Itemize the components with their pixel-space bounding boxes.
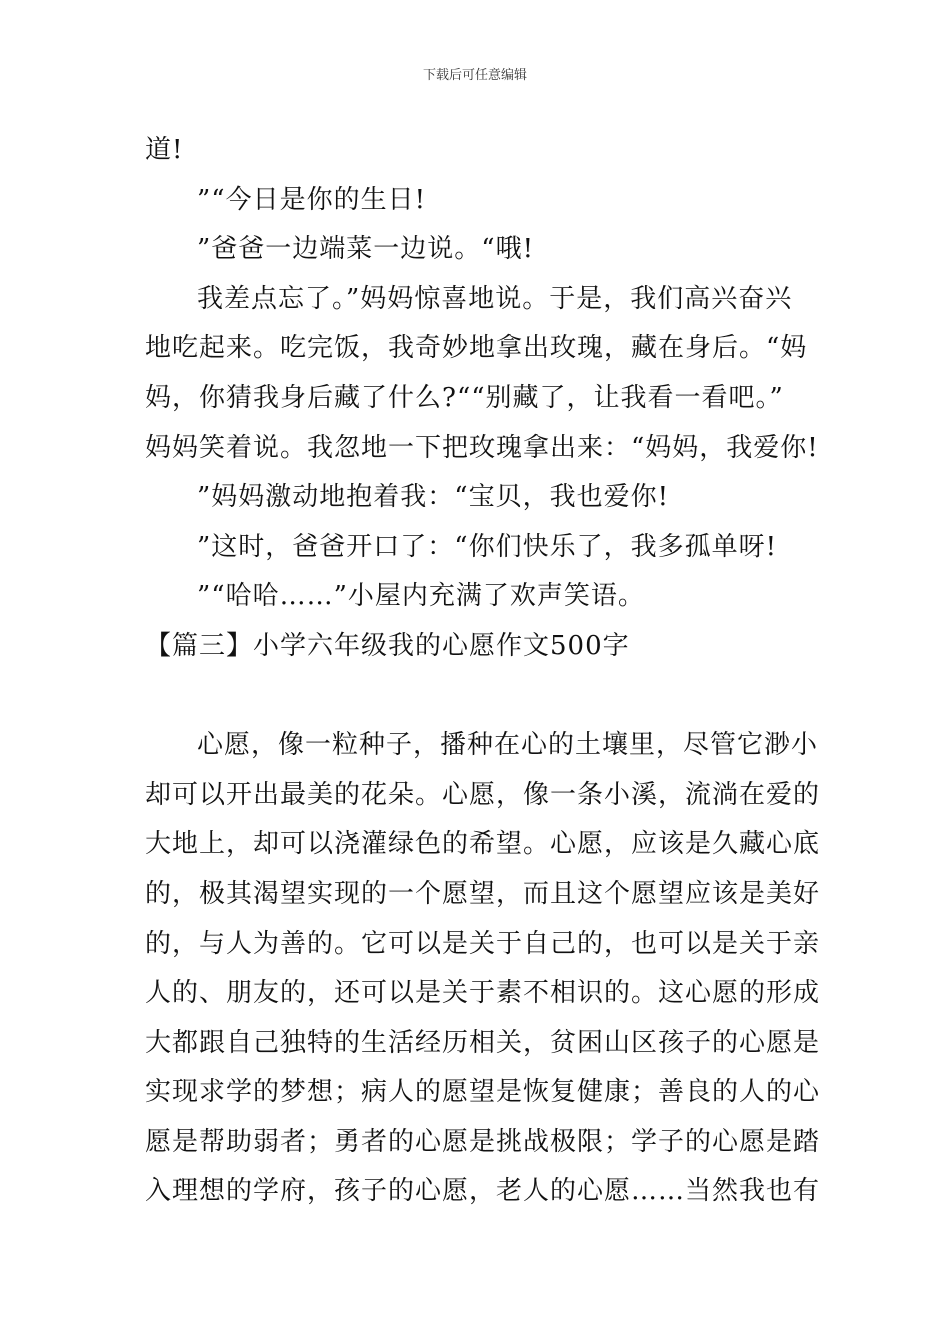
text-line: 愿是帮助弱者；勇者的心愿是挑战极限；学子的心愿是踏 — [145, 1126, 821, 1157]
text-line: ”“今日是你的生日! — [197, 184, 427, 215]
text-line: 的，极其渴望实现的一个愿望，而且这个愿望应该是美好 — [145, 878, 821, 909]
text-line: ”妈妈激动地抱着我：“宝贝，我也爱你! — [197, 482, 670, 513]
text-line: 地吃起来。吃完饭，我奇妙地拿出玫瑰，藏在身后。“妈 — [145, 333, 808, 364]
text-line: 妈，你猜我身后藏了什么?““别藏了，让我看一看吧。” — [145, 382, 784, 413]
text-line: ”爸爸一边端菜一边说。“哦! — [197, 234, 535, 265]
text-line: 心愿，像一粒种子，播种在心的土壤里，尽管它渺小 — [197, 730, 819, 761]
text-line: ”“哈哈……”小屋内充满了欢声笑语。 — [197, 581, 645, 612]
text-line: 我差点忘了。”妈妈惊喜地说。于是，我们高兴奋兴 — [197, 283, 793, 314]
text-line: 道! — [145, 135, 184, 165]
text-line: 实现求学的梦想；病人的愿望是恢复健康；善良的人的心 — [145, 1077, 821, 1108]
text-line: 妈妈笑着说。我忽地一下把玫瑰拿出来：“妈妈，我爱你! — [145, 432, 819, 463]
blank-line — [145, 672, 815, 722]
text-line: 大地上，却可以浇灌绿色的希望。心愿，应该是久藏心底 — [145, 829, 821, 860]
text-line: 却可以开出最美的花朵。心愿，像一条小溪，流淌在爱的 — [145, 779, 821, 810]
text-line: 人的、朋友的，还可以是关于素不相识的。这心愿的形成 — [145, 978, 821, 1009]
page-header: 下载后可任意编辑 — [422, 68, 527, 83]
document-body — [145, 126, 821, 1217]
text-line: 大都跟自己独特的生活经历相关，贫困山区孩子的心愿是 — [145, 1027, 821, 1058]
text-line: 【篇三】小学六年级我的心愿作文500字 — [145, 630, 630, 661]
text-line: 的，与人为善的。它可以是关于自己的，也可以是关于亲 — [145, 928, 821, 959]
text-line: ”这时，爸爸开口了：“你们快乐了，我多孤单呀! — [197, 531, 778, 562]
text-line: 入理想的学府，孩子的心愿，老人的心愿……当然我也有 — [145, 1176, 821, 1207]
